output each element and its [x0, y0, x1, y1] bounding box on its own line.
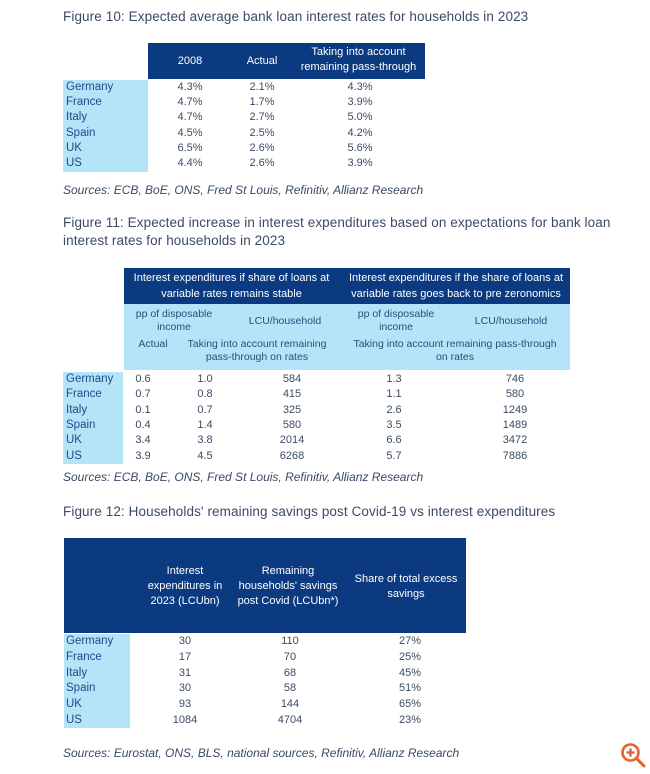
figure10-country: UK [66, 141, 82, 154]
figure12-cell-share: 25% [398, 650, 422, 663]
figure10-cell-passthrough: 5.6% [347, 141, 373, 154]
zoom-in-icon [619, 741, 647, 769]
figure11-cell-lcu: 415 [282, 388, 302, 401]
figure10-country: Italy [66, 111, 88, 124]
figure10-cell-2008: 4.5% [177, 126, 203, 139]
figure12-sources: Sources: Eurostat, ONS, BLS, national sources, Refinitiv, Allianz Research [63, 746, 460, 760]
figure10-header-taking: Taking into account [311, 46, 406, 58]
figure10-cell-2008: 4.7% [177, 111, 203, 124]
figure11-cell-actual: 0.1 [135, 403, 151, 416]
figure11-group1-line2: variable rates remains stable [161, 288, 302, 300]
figure12-cell-savings: 58 [283, 682, 297, 695]
figure10-cell-actual: 2.6% [249, 141, 275, 154]
figure11-sub-actual: Actual [138, 338, 168, 350]
figure12-h3-line1: Share of total excess [354, 573, 458, 585]
figure11-sources: Sources: ECB, BoE, ONS, Fred St Louis, Refinitiv, Allianz Research [63, 470, 424, 484]
figure11-cell-lcu: 2014 [279, 434, 305, 447]
figure11-cell-pp-pre: 1.3 [386, 373, 402, 385]
figure10-header-remaining: remaining pass-through [300, 61, 417, 73]
figure10-cell-2008: 6.5% [177, 141, 203, 154]
figure11-cell-pp: 0.8 [197, 388, 213, 401]
figure11-sub-pp2-line1: pp of disposable [357, 308, 435, 320]
figure11-cell-actual: 3.4 [135, 434, 151, 447]
zoom-in-button[interactable] [619, 741, 647, 769]
figure10-cell-passthrough: 4.3% [347, 81, 373, 93]
figure11-cell-lcu-pre: 580 [505, 388, 525, 401]
figure11-country: France [66, 388, 102, 401]
figure12-h1-line1: Interest [166, 565, 204, 577]
figure11-cell-lcu-pre: 746 [505, 373, 525, 385]
figure12-country: US [66, 714, 82, 726]
figure12-country: Spain [66, 682, 96, 695]
figure11-cell-pp-pre: 6.6 [386, 434, 402, 447]
figure11-sub-taking2-line2: on rates [436, 351, 474, 363]
figure11-cell-actual: 0.6 [135, 373, 151, 385]
figure12-title: Figure 12: Households' remaining savings post Covid-19 vs interest expenditures [63, 504, 556, 519]
figure11-cell-lcu: 584 [282, 373, 302, 385]
figure12-cell-savings: 68 [283, 666, 297, 679]
figure11-cell-lcu-pre: 1489 [502, 418, 528, 431]
figure10-cell-2008: 4.3% [177, 81, 203, 93]
figure12-cell-interest: 31 [178, 666, 192, 679]
figure10-sources: Sources: ECB, BoE, ONS, Fred St Louis, Refinitiv, Allianz Research [63, 183, 424, 197]
figure11-country: Germany [66, 373, 114, 385]
figure10-cell-passthrough: 3.9% [347, 96, 373, 109]
figure11-cell-actual: 0.4 [135, 418, 151, 431]
figure10-cell-actual: 2.5% [249, 126, 275, 139]
figure11-sub-taking1-line2: pass-through on rates [205, 351, 309, 363]
figure12-cell-interest: 17 [178, 650, 192, 663]
figure11-cell-actual: 0.7 [135, 388, 151, 401]
figure11-sub-pp1-line2: income [157, 321, 191, 333]
figure10-country: Germany [66, 81, 114, 93]
figure12-cell-interest: 93 [178, 698, 192, 711]
figure12-country: UK [66, 698, 82, 711]
figure12-h3-line2: savings [387, 588, 425, 600]
figure11-cell-pp-pre: 2.6 [386, 403, 402, 416]
figure11-cell-lcu: 325 [282, 403, 302, 416]
figure12-cell-savings: 144 [280, 698, 300, 711]
figure10-country: US [66, 157, 82, 169]
figure11-sub-lcu2: LCU/household [474, 315, 548, 327]
figure11-cell-pp-pre: 3.5 [386, 418, 402, 431]
figure12-cell-share: 23% [398, 714, 422, 726]
figure10-country: Spain [66, 126, 96, 139]
figure11-cell-actual: 3.9 [135, 449, 151, 462]
figure11-sub-pp2-line2: income [379, 321, 413, 333]
figure10-cell-actual: 2.7% [249, 111, 275, 124]
figure12-cell-share: 27% [398, 635, 422, 647]
figure11-group2-line1: Interest expenditures if the share of loans at [348, 272, 564, 284]
figure10-title: Figure 10: Expected average bank loan interest rates for households in 2023 [63, 9, 529, 24]
figure12-country: Italy [66, 666, 88, 679]
figure11-cell-pp: 4.5 [197, 449, 213, 462]
figure11-group1-line1: Interest expenditures if share of loans at [133, 272, 330, 284]
figure11-cell-lcu: 6268 [279, 449, 305, 462]
figure12-h2-line1: Remaining [261, 565, 315, 577]
figure11-cell-pp-pre: 5.7 [386, 449, 402, 462]
figure12-cell-share: 45% [398, 666, 422, 679]
figure11-sub-taking1-line1: Taking into account remaining [187, 338, 327, 350]
figure11-cell-pp: 3.8 [197, 434, 213, 447]
figure12-h2-line2: households' savings [238, 580, 338, 592]
figure10-cell-actual: 2.6% [249, 157, 275, 169]
figure12-h1-line2: expenditures in [147, 580, 223, 592]
figure12-cell-interest: 30 [178, 682, 192, 695]
figure10-country: France [66, 96, 102, 109]
figure11-country: Italy [66, 403, 88, 416]
figure10-cell-actual: 2.1% [249, 81, 275, 93]
figure12-h2-line3: post Covid (LCUbn*) [237, 595, 339, 607]
figure12-cell-share: 51% [398, 682, 422, 695]
figure11-cell-lcu-pre: 3472 [502, 434, 528, 447]
figure12-cell-savings: 4704 [277, 714, 303, 726]
figure10-cell-2008: 4.7% [177, 96, 203, 109]
figure11-cell-pp-pre: 1.1 [386, 388, 402, 401]
figure10-cell-actual: 1.7% [249, 96, 275, 109]
figure12-header-savings [232, 564, 344, 609]
figure12-cell-savings: 70 [283, 650, 297, 663]
figure10-cell-passthrough: 5.0% [347, 111, 373, 124]
figure12-country: France [66, 650, 102, 663]
figure11-country: UK [66, 434, 82, 447]
figure12-header-interest [140, 564, 230, 609]
figure11-cell-lcu: 580 [282, 418, 302, 431]
figure11-sub-pp1-line1: pp of disposable [135, 308, 213, 320]
figure11-country: US [66, 449, 82, 462]
figure10-header-actual: Actual [246, 55, 278, 67]
figure10-header-2008: 2008 [177, 55, 203, 67]
figure12-cell-interest: 30 [178, 635, 192, 647]
figure11-sub-lcu1: LCU/household [248, 315, 322, 327]
figure10-cell-passthrough: 4.2% [347, 126, 373, 139]
figure11-cell-pp: 1.4 [197, 418, 213, 431]
figure11-cell-lcu-pre: 7886 [502, 449, 528, 462]
figure11-sub-taking2-line1: Taking into account remaining pass-through [353, 338, 557, 350]
figure11-cell-pp: 1.0 [197, 373, 213, 385]
figure12-h1-line3: 2023 (LCUbn) [150, 595, 220, 607]
figure11-title-line1: Figure 11: Expected increase in interest expenditures based on expectations for bank loan [63, 215, 611, 230]
figure11-country: Spain [66, 418, 96, 431]
figure11-group2-line2: variable rates goes back to pre zeronomics [351, 288, 561, 300]
figure12-header-share [350, 572, 462, 602]
figure10-cell-2008: 4.4% [177, 157, 203, 169]
figure11-title-line2: interest rates for households in 2023 [63, 233, 286, 248]
figure12-cell-interest: 1084 [172, 714, 198, 726]
figure11-cell-lcu-pre: 1249 [502, 403, 528, 416]
figure10-cell-passthrough: 3.9% [347, 157, 373, 169]
figure12-cell-savings: 110 [281, 635, 299, 647]
figure11-cell-pp: 0.7 [197, 403, 213, 416]
figure12-cell-share: 65% [398, 698, 422, 711]
figure12-country: Germany [66, 635, 114, 647]
